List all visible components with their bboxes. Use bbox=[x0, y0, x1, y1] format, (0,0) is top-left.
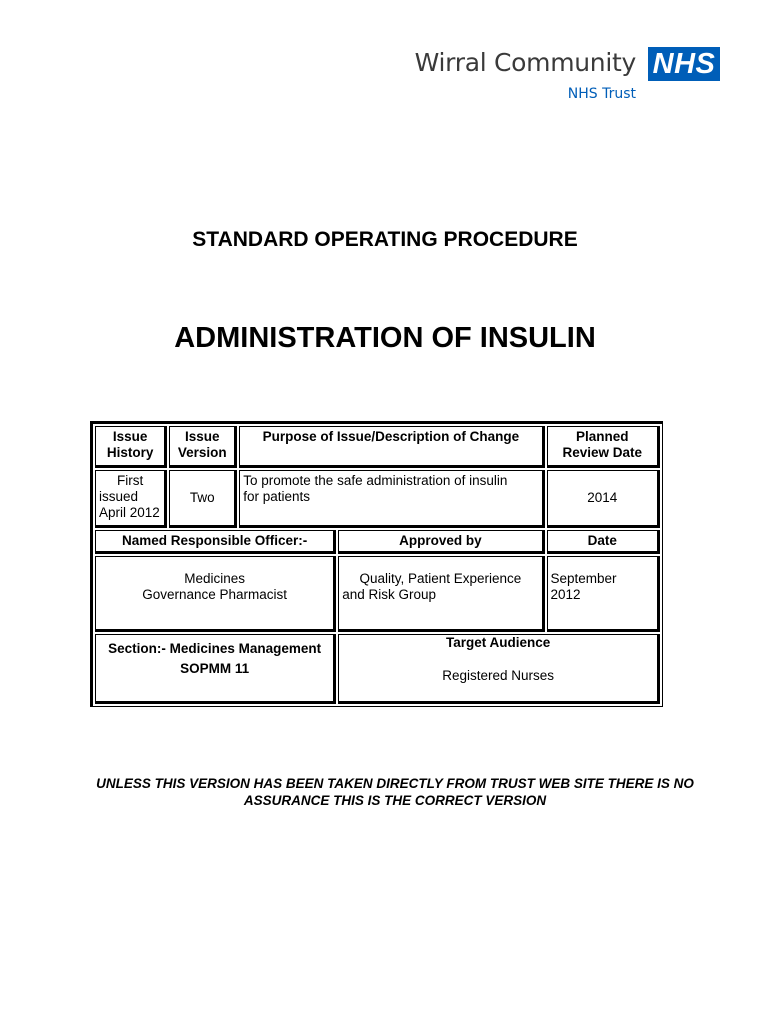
document-control-table bbox=[90, 421, 663, 707]
document-title: ADMINISTRATION OF INSULIN bbox=[174, 322, 596, 354]
approval-date-cell: September 2012 bbox=[547, 556, 661, 632]
approved-by-header: Approved by bbox=[338, 530, 544, 554]
issue-header-row bbox=[95, 426, 660, 468]
purpose-cell: To promote the safe administration of insulin for patients bbox=[239, 470, 544, 528]
purpose-header: Purpose of Issue/Description of Change bbox=[239, 426, 544, 468]
trust-logo bbox=[414, 44, 720, 104]
version-warning: UNLESS THIS VERSION HAS BEEN TAKEN DIRECTLY FROM TRUST WEB SITE THERE IS NO ASSURANCE THIS IS THE CORRECT VERSION bbox=[96, 776, 694, 808]
target-audience-cell bbox=[338, 634, 660, 704]
target-audience-value: Registered Nurses bbox=[442, 668, 554, 683]
target-audience-label: Target Audience bbox=[445, 635, 551, 650]
issue-history-header: Issue History bbox=[95, 426, 167, 468]
officer-header-row bbox=[95, 530, 660, 554]
date-header: Date bbox=[547, 530, 661, 554]
document-type: STANDARD OPERATING PROCEDURE bbox=[192, 228, 578, 251]
section-row bbox=[95, 634, 660, 704]
named-officer-header: Named Responsible Officer:- bbox=[95, 530, 336, 554]
logo-trust-name: NHS Trust bbox=[567, 86, 636, 102]
nhs-badge: NHS bbox=[648, 47, 720, 81]
review-date-cell: 2014 bbox=[547, 470, 661, 528]
named-officer-cell: Medicines Governance Pharmacist bbox=[95, 556, 336, 632]
officer-row bbox=[95, 556, 660, 632]
issue-history-cell: First issued April 2012 bbox=[95, 470, 167, 528]
section-cell: Section:- Medicines Management SOPMM 11 bbox=[95, 634, 336, 704]
issue-row bbox=[95, 470, 660, 528]
logo-organisation-name: Wirral Community bbox=[414, 48, 636, 77]
issue-version-header: Issue Version bbox=[169, 426, 237, 468]
approved-by-cell: Quality, Patient Experience and Risk Group bbox=[338, 556, 544, 632]
planned-review-header: Planned Review Date bbox=[547, 426, 661, 468]
issue-version-cell: Two bbox=[169, 470, 237, 528]
